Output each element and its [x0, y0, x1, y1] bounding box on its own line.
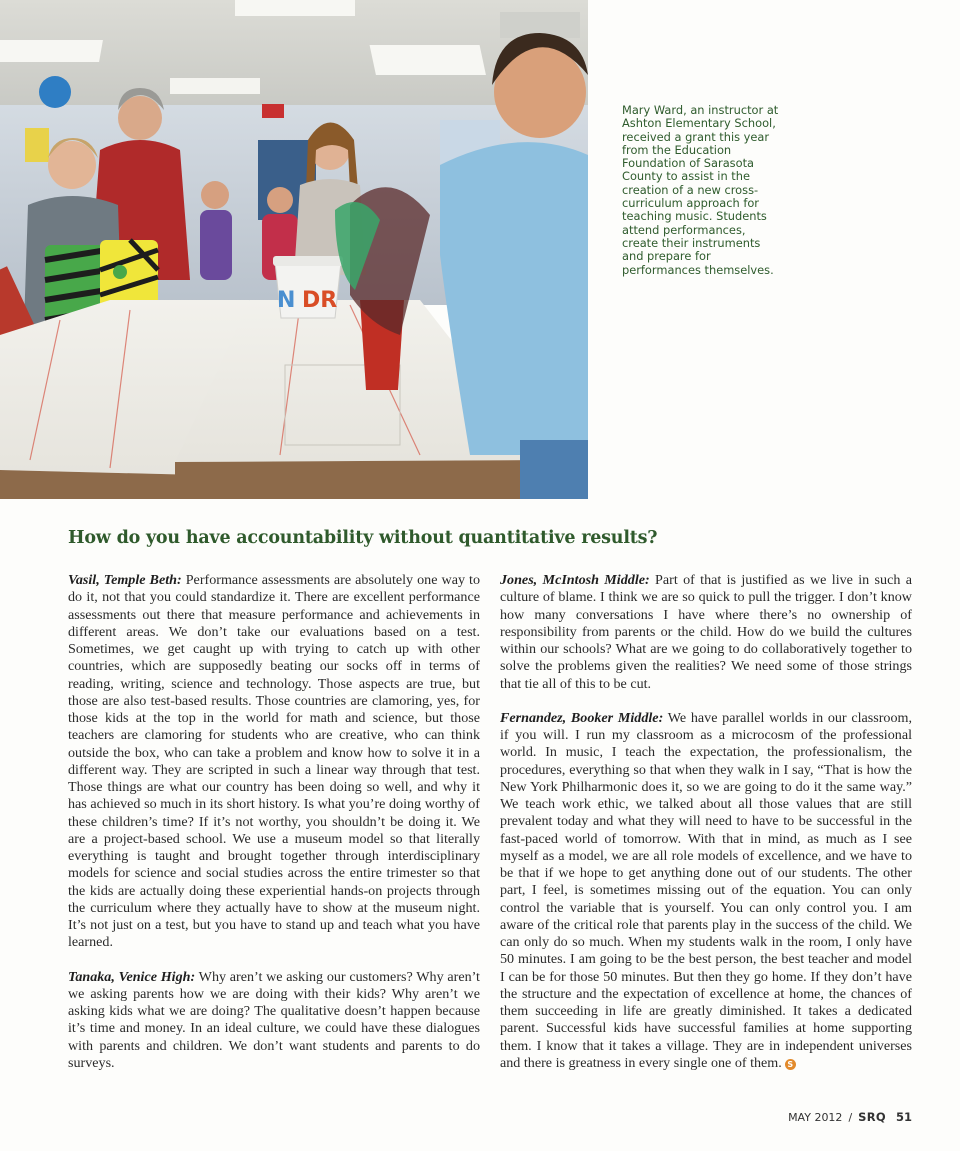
answer-text: We have parallel worlds in our classroom, if you will. I run my classroom as a microcosm of the professional world. In music, I teach the expectation, the professionalism, the procedures, everything so that when they walk in I say, “That is how the New York Philharmonic does it, so we are going to do it the same way.” We teach work ethic, we talked about all those values that are still prevalent today and what they will need to have to be successful in the fast-paced world of tomorrow. With that in mind, as much as I see myself as a model, we are all role models of excellence, and we have to be that if we hope to get anything done out of our students. The other part, I feel, is sometimes missing out of the equation. You can only control the variable that is yourself. You can only control you. I am aware of the critical role that parents play in the success of the child. We can only do so much. When my students walk in the room, I only have 50 minutes. I am going to be the best person, the best teacher and model I can be for those 50 minutes. But then they go home. If they don’t have the structure and the expectation of excellence at home, the chances of them succeeding in life are greatly diminished. It takes a dedicated parent. Successful kids have successful families at home supporting them. I know that it takes a village. They are in independent universes and there is greatness in every single one of them.: [500, 709, 912, 1071]
end-of-article-icon: S: [785, 1059, 796, 1070]
speaker-name: Fernandez, Booker Middle:: [500, 709, 664, 726]
exit-sign: [262, 104, 284, 118]
magazine-name: SRQ: [858, 1110, 886, 1124]
bucket-label: DR: [302, 288, 338, 313]
answer-text: Why aren’t we asking our customers? Why aren’t we asking parents how we are doing with their kids? Why aren’t we asking kids what we are doing? The qualitative doesn’t happen because it’s time and money. In an ideal culture, we could have these dialogues with parents and children. We don’t want students and parents to do surveys.: [68, 968, 480, 1071]
table-edge: [0, 470, 200, 499]
answer-text: Performance assessments are absolutely one way to do it, not that you could standardize it. There are excellent performance assessments out there that measure performance and achievements in different areas. We don’t take our evaluations based on a test. Sometimes, we get caught up with trying to catch up with other countries, which are supposedly beating our socks off in terms of reading, writing, science and technology. Those aspects are true, but those are also test-based results. Those countries are clamoring, yes, for those kids at the top in the world for math and science, but those teachers are clamoring for students who are creative, who can think outside the box, who can take a problem and know how to solve it in a different way. They are scripted in such a linear way through that test. Those things are what our country has been doing so well, and why it has achieved so much in its short history. Is what you’re doing worthy of these children’s time? If it’s not worthy, you shouldn’t be doing it. We are a project-based school. We use a museum model so that literally everything is taught and brought together through interdisciplinary models for science and social studies across the entire trimester so that the kids are actually doing these experiential hands-on projects through the curriculum where they actually have to show at the museum night. It’s not just on a test, but you have to stand up and teach what you have learned.: [68, 572, 481, 951]
answer-text: Part of that is justified as we live in such a culture of blame. I think we are so quick to pull the trigger. I don’t know how many conversations I have where there’s no ownership of responsibility from parents or the child. How do we build the cultures within our schools? What are we going to do collaboratively together to solve the problems given the realities? We need some of those strings that tie all of this to be cut.: [500, 572, 912, 692]
answer-paragraph: [68, 572, 480, 952]
child-body: [200, 210, 232, 280]
classroom-illustration: [0, 0, 588, 499]
globe: [39, 76, 71, 108]
answer-paragraph: [500, 572, 912, 693]
speaker-name: Vasil, Temple Beth:: [68, 572, 182, 588]
text-column-left: [68, 572, 480, 1089]
drum-dot: [113, 265, 127, 279]
wall-poster: [25, 128, 49, 162]
footer-separator: /: [848, 1111, 853, 1124]
child-head: [201, 181, 229, 209]
ceiling-light: [370, 45, 486, 75]
page-number: 51: [895, 1110, 912, 1124]
page-footer: [788, 1110, 912, 1124]
teacher-head: [118, 96, 162, 140]
table-edge: [175, 460, 560, 499]
bucket-rim: [273, 256, 343, 266]
ceiling-light: [170, 78, 260, 94]
ceiling-light: [235, 0, 355, 16]
classroom-photo: [0, 0, 588, 499]
issue-date: MAY 2012: [788, 1111, 843, 1124]
text-column-right: [500, 572, 912, 1089]
section-heading: How do you have accountability without quantitative results?: [68, 528, 658, 548]
bucket-label-prefix: N: [277, 288, 296, 313]
speaker-name: Jones, McIntosh Middle:: [500, 572, 650, 588]
answer-paragraph: [68, 969, 480, 1073]
boy-right-shorts: [520, 440, 588, 499]
photo-caption: Mary Ward, an instructor at Ashton Elementary School, received a grant this year from the Education Foundation of Sarasota County to assist in the creation of a new cross-curriculum approach for teaching music. Students attend performances, create their instruments and prepare for performances themselves.: [622, 103, 779, 277]
ceiling-light: [0, 40, 103, 62]
answer-paragraph: [500, 710, 912, 1072]
speaker-name: Tanaka, Venice High:: [68, 968, 196, 985]
child-head: [267, 187, 293, 213]
